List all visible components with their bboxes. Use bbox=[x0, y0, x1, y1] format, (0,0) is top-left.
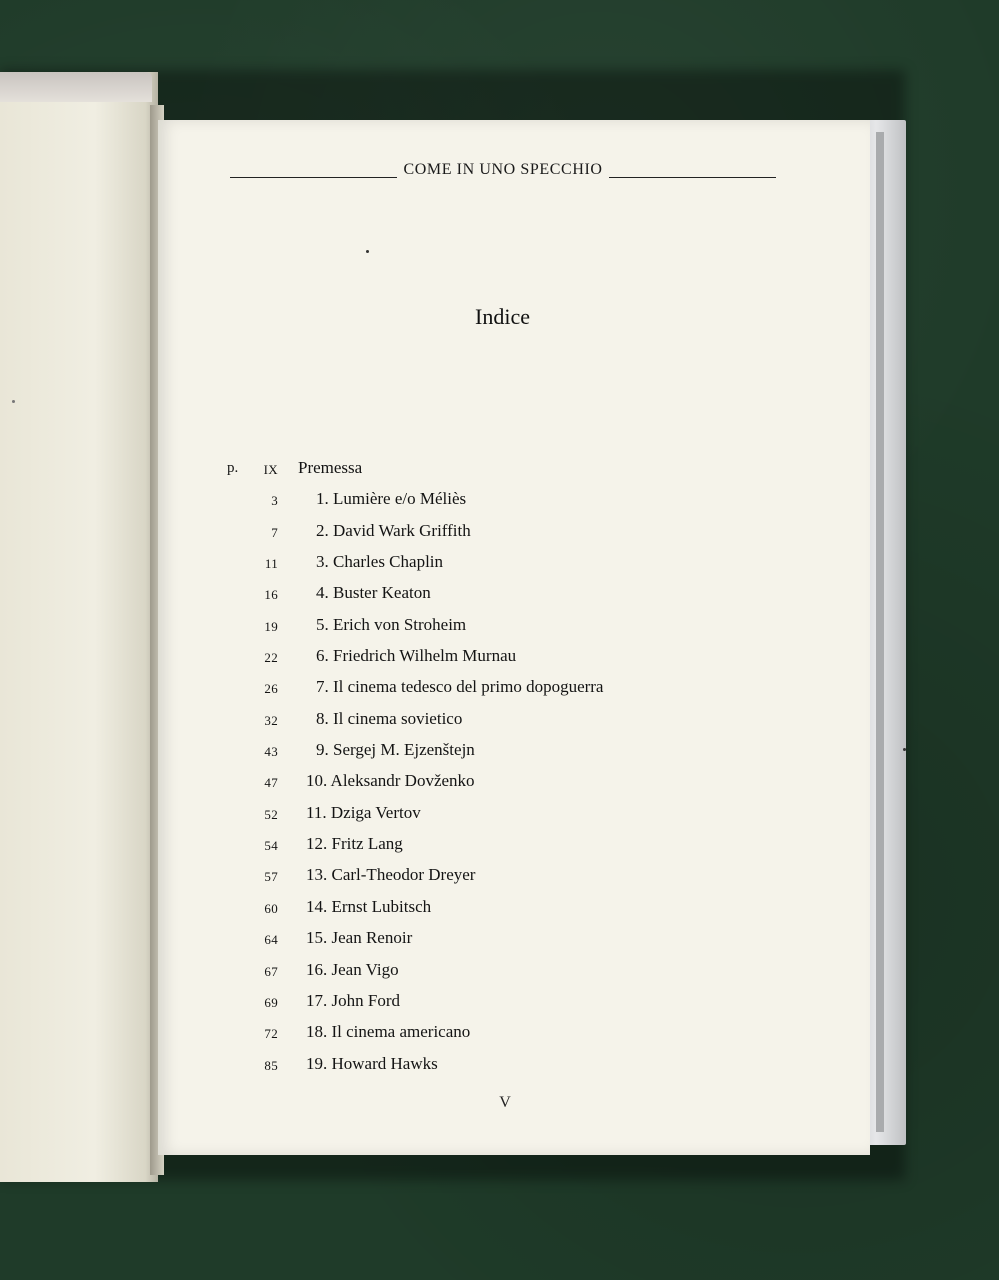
header-rule-left bbox=[230, 157, 397, 178]
toc-page-number: 69 bbox=[264, 994, 278, 1010]
toc-entry bbox=[222, 832, 742, 863]
book-cover-spine-line bbox=[876, 132, 884, 1132]
toc-page-number: 54 bbox=[264, 838, 278, 854]
toc-entry bbox=[222, 707, 742, 738]
toc-entry-title: 2. David Wark Griffith bbox=[316, 520, 471, 540]
toc-entry-title: 17. John Ford bbox=[306, 990, 400, 1010]
toc-entry-title: 6. Friedrich Wilhelm Murnau bbox=[316, 646, 517, 666]
toc-entry bbox=[222, 550, 742, 581]
toc-entry-title: 5. Erich von Stroheim bbox=[316, 614, 467, 634]
page-folio: V bbox=[499, 1094, 511, 1111]
toc-page-number: 19 bbox=[264, 618, 278, 634]
toc-entry bbox=[222, 613, 742, 644]
toc-page-number: 7 bbox=[271, 524, 278, 540]
toc-page-number: 57 bbox=[264, 869, 278, 885]
running-header bbox=[230, 152, 776, 178]
toc-entry bbox=[222, 769, 742, 800]
toc-page-number: 67 bbox=[264, 963, 278, 979]
toc-entry-title: 13. Carl-Theodor Dreyer bbox=[306, 865, 476, 885]
toc-page-number: 22 bbox=[264, 650, 278, 666]
toc-entry-title: 1. Lumière e/o Méliès bbox=[316, 489, 467, 509]
toc-page-number: 11 bbox=[264, 556, 278, 572]
toc-entry bbox=[222, 926, 742, 957]
toc-entry bbox=[222, 1020, 742, 1051]
left-page bbox=[0, 72, 158, 1182]
toc-page-number: 60 bbox=[264, 900, 278, 916]
toc-entry-title: 19. Howard Hawks bbox=[306, 1053, 438, 1073]
toc-page-number: 43 bbox=[264, 744, 278, 760]
paper-speck bbox=[903, 748, 906, 751]
toc-entry-title: 15. Jean Renoir bbox=[306, 928, 413, 948]
toc-entry bbox=[222, 487, 742, 518]
toc-entry-title: 4. Buster Keaton bbox=[316, 583, 431, 603]
toc-entry bbox=[222, 456, 742, 487]
toc-entry bbox=[222, 675, 742, 706]
toc-entry-title: 7. Il cinema tedesco del primo dopoguerra bbox=[316, 677, 604, 697]
toc-entry bbox=[222, 895, 742, 926]
toc-page-number: 26 bbox=[264, 681, 278, 697]
toc-entry-title: Premessa bbox=[298, 458, 363, 477]
toc-page-number: 64 bbox=[264, 932, 278, 948]
page-prefix-label: p. bbox=[227, 460, 239, 476]
header-title: COME IN UNO SPECCHIO bbox=[403, 161, 603, 178]
toc-entry bbox=[222, 1052, 742, 1083]
paper-speck bbox=[12, 400, 15, 403]
toc-page-number: 16 bbox=[264, 587, 278, 603]
toc-entry-title: 14. Ernst Lubitsch bbox=[306, 896, 432, 916]
index-heading: Indice bbox=[475, 304, 530, 329]
toc-entry-title: 12. Fritz Lang bbox=[306, 834, 403, 854]
toc-entry bbox=[222, 801, 742, 832]
left-cover-corner bbox=[0, 72, 152, 102]
toc-page-number: 85 bbox=[264, 1057, 278, 1073]
table-of-contents bbox=[222, 456, 742, 1083]
toc-page-number: 32 bbox=[264, 712, 278, 728]
toc-entry-title: 16. Jean Vigo bbox=[306, 959, 399, 979]
paper-speck bbox=[366, 250, 369, 253]
toc-entry-title: 11. Dziga Vertov bbox=[306, 802, 421, 822]
toc-entry bbox=[222, 519, 742, 550]
toc-entry bbox=[222, 989, 742, 1020]
toc-entry bbox=[222, 863, 742, 894]
toc-entry bbox=[222, 738, 742, 769]
toc-entry bbox=[222, 958, 742, 989]
toc-entry-title: 8. Il cinema sovietico bbox=[316, 708, 463, 728]
toc-entry-title: 3. Charles Chaplin bbox=[316, 552, 444, 572]
toc-entry-title: 9. Sergej M. Ejzenštejn bbox=[316, 740, 475, 760]
header-rule-right bbox=[609, 157, 776, 178]
toc-page-number: IX bbox=[263, 462, 278, 477]
toc-page-number: 52 bbox=[264, 806, 278, 822]
toc-entry-title: 10. Aleksandr Dovženko bbox=[306, 771, 475, 791]
toc-page-number: 72 bbox=[264, 1026, 278, 1042]
toc-entry bbox=[222, 644, 742, 675]
toc-entry bbox=[222, 581, 742, 612]
toc-page-number: 3 bbox=[271, 493, 278, 509]
toc-entry-title: 18. Il cinema americano bbox=[306, 1022, 471, 1042]
toc-page-number: 47 bbox=[264, 775, 278, 791]
